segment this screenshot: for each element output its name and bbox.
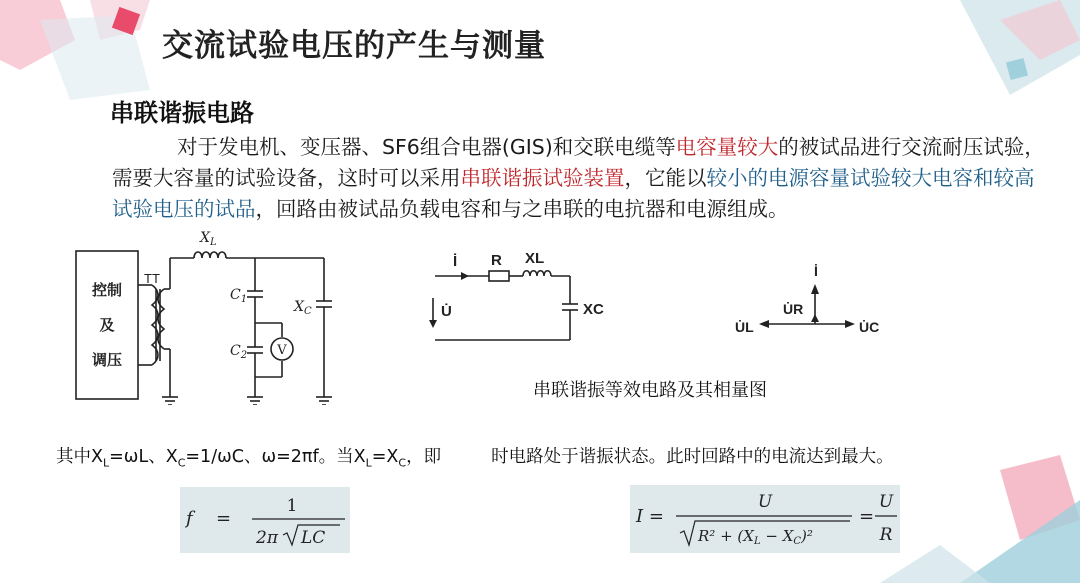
highlight-small-source: 较小的电源容量试验较大电容和较高试验电压的试品 xyxy=(112,166,1035,221)
resonance-frequency-formula xyxy=(180,487,350,553)
xc-label: $X_C$ xyxy=(294,299,312,317)
test-circuit-diagram xyxy=(72,225,352,405)
figure-caption: 串联谐振等效电路及其相量图 xyxy=(533,380,767,401)
formula-f: f xyxy=(186,508,193,529)
paragraph-text-4: ，回路由被试品负载电容和与之串联的电抗器和电源组成。 xyxy=(255,197,789,221)
control-box-label-2: 及 xyxy=(99,317,115,334)
top-right-decoration xyxy=(960,0,1080,95)
formula-denominator-2pi: 2π xyxy=(256,528,278,548)
formula-numerator: 1 xyxy=(286,496,298,516)
formula2-numerator: U xyxy=(757,492,773,512)
resistor-label: R xyxy=(491,252,502,269)
paragraph-text-2: 的被试品进行交流耐压试验，需要大容量的试验设备，这时可以采用 xyxy=(112,135,1045,190)
formula2-numerator-2: U xyxy=(878,492,894,512)
highlight-series-resonance-device: 串联谐振试验装置 xyxy=(460,166,625,190)
highlight-large-capacitance: 电容量较大 xyxy=(675,135,779,159)
transformer-label: TT xyxy=(144,271,160,286)
formula-denominator-lc: LC xyxy=(301,528,326,548)
phasor-ur-label: U̇R xyxy=(783,301,804,317)
inductor-label: $X_L$ xyxy=(200,230,217,248)
formula2-lhs: I = xyxy=(636,506,664,527)
slide-title: 交流试验电压的产生与测量 xyxy=(162,28,546,64)
formula2-eq: = xyxy=(859,506,875,527)
formula2-denominator: $R^2 + (X_L - X_C)^2$ xyxy=(698,527,813,547)
voltmeter-label: V xyxy=(277,343,287,358)
inductance-label: XL xyxy=(525,250,545,267)
phasor-uc-label: U̇C xyxy=(859,319,880,335)
top-left-decoration xyxy=(0,0,150,100)
control-box-label-3: 调压 xyxy=(91,352,123,369)
bottom-right-decoration xyxy=(880,455,1080,583)
capacitance-label: XC xyxy=(583,301,604,318)
formula-eq: = xyxy=(216,508,232,529)
c2-label: $C_2$ xyxy=(230,343,248,361)
control-box-label-1: 控制 xyxy=(91,282,123,299)
phasor-current-label: İ xyxy=(814,263,818,279)
voltage-label: U̇ xyxy=(441,303,452,320)
phasor-diagram xyxy=(735,258,895,348)
paragraph-text-1: 对于发电机、变压器、SF6组合电器(GIS)和交联电缆等 xyxy=(177,135,676,159)
body-paragraph xyxy=(112,132,1047,225)
formula2-denominator-2: R xyxy=(879,525,893,545)
phasor-ul-label: U̇L xyxy=(735,319,754,335)
equivalent-circuit xyxy=(425,240,615,350)
current-formula xyxy=(630,485,900,553)
paragraph-text-3: ，它能以 xyxy=(624,166,707,190)
current-label: İ xyxy=(453,253,458,270)
section-heading: 串联谐振电路 xyxy=(110,99,254,127)
resonance-relation-text: 其中$X_L=\omega L$、$X_C=1/\omega C$、ω=2πf。当$X_L=X_C$，即 时电路处于谐振状态。此时回路中的电流达到最大。 xyxy=(56,447,894,470)
c1-label: $C_1$ xyxy=(230,287,248,305)
